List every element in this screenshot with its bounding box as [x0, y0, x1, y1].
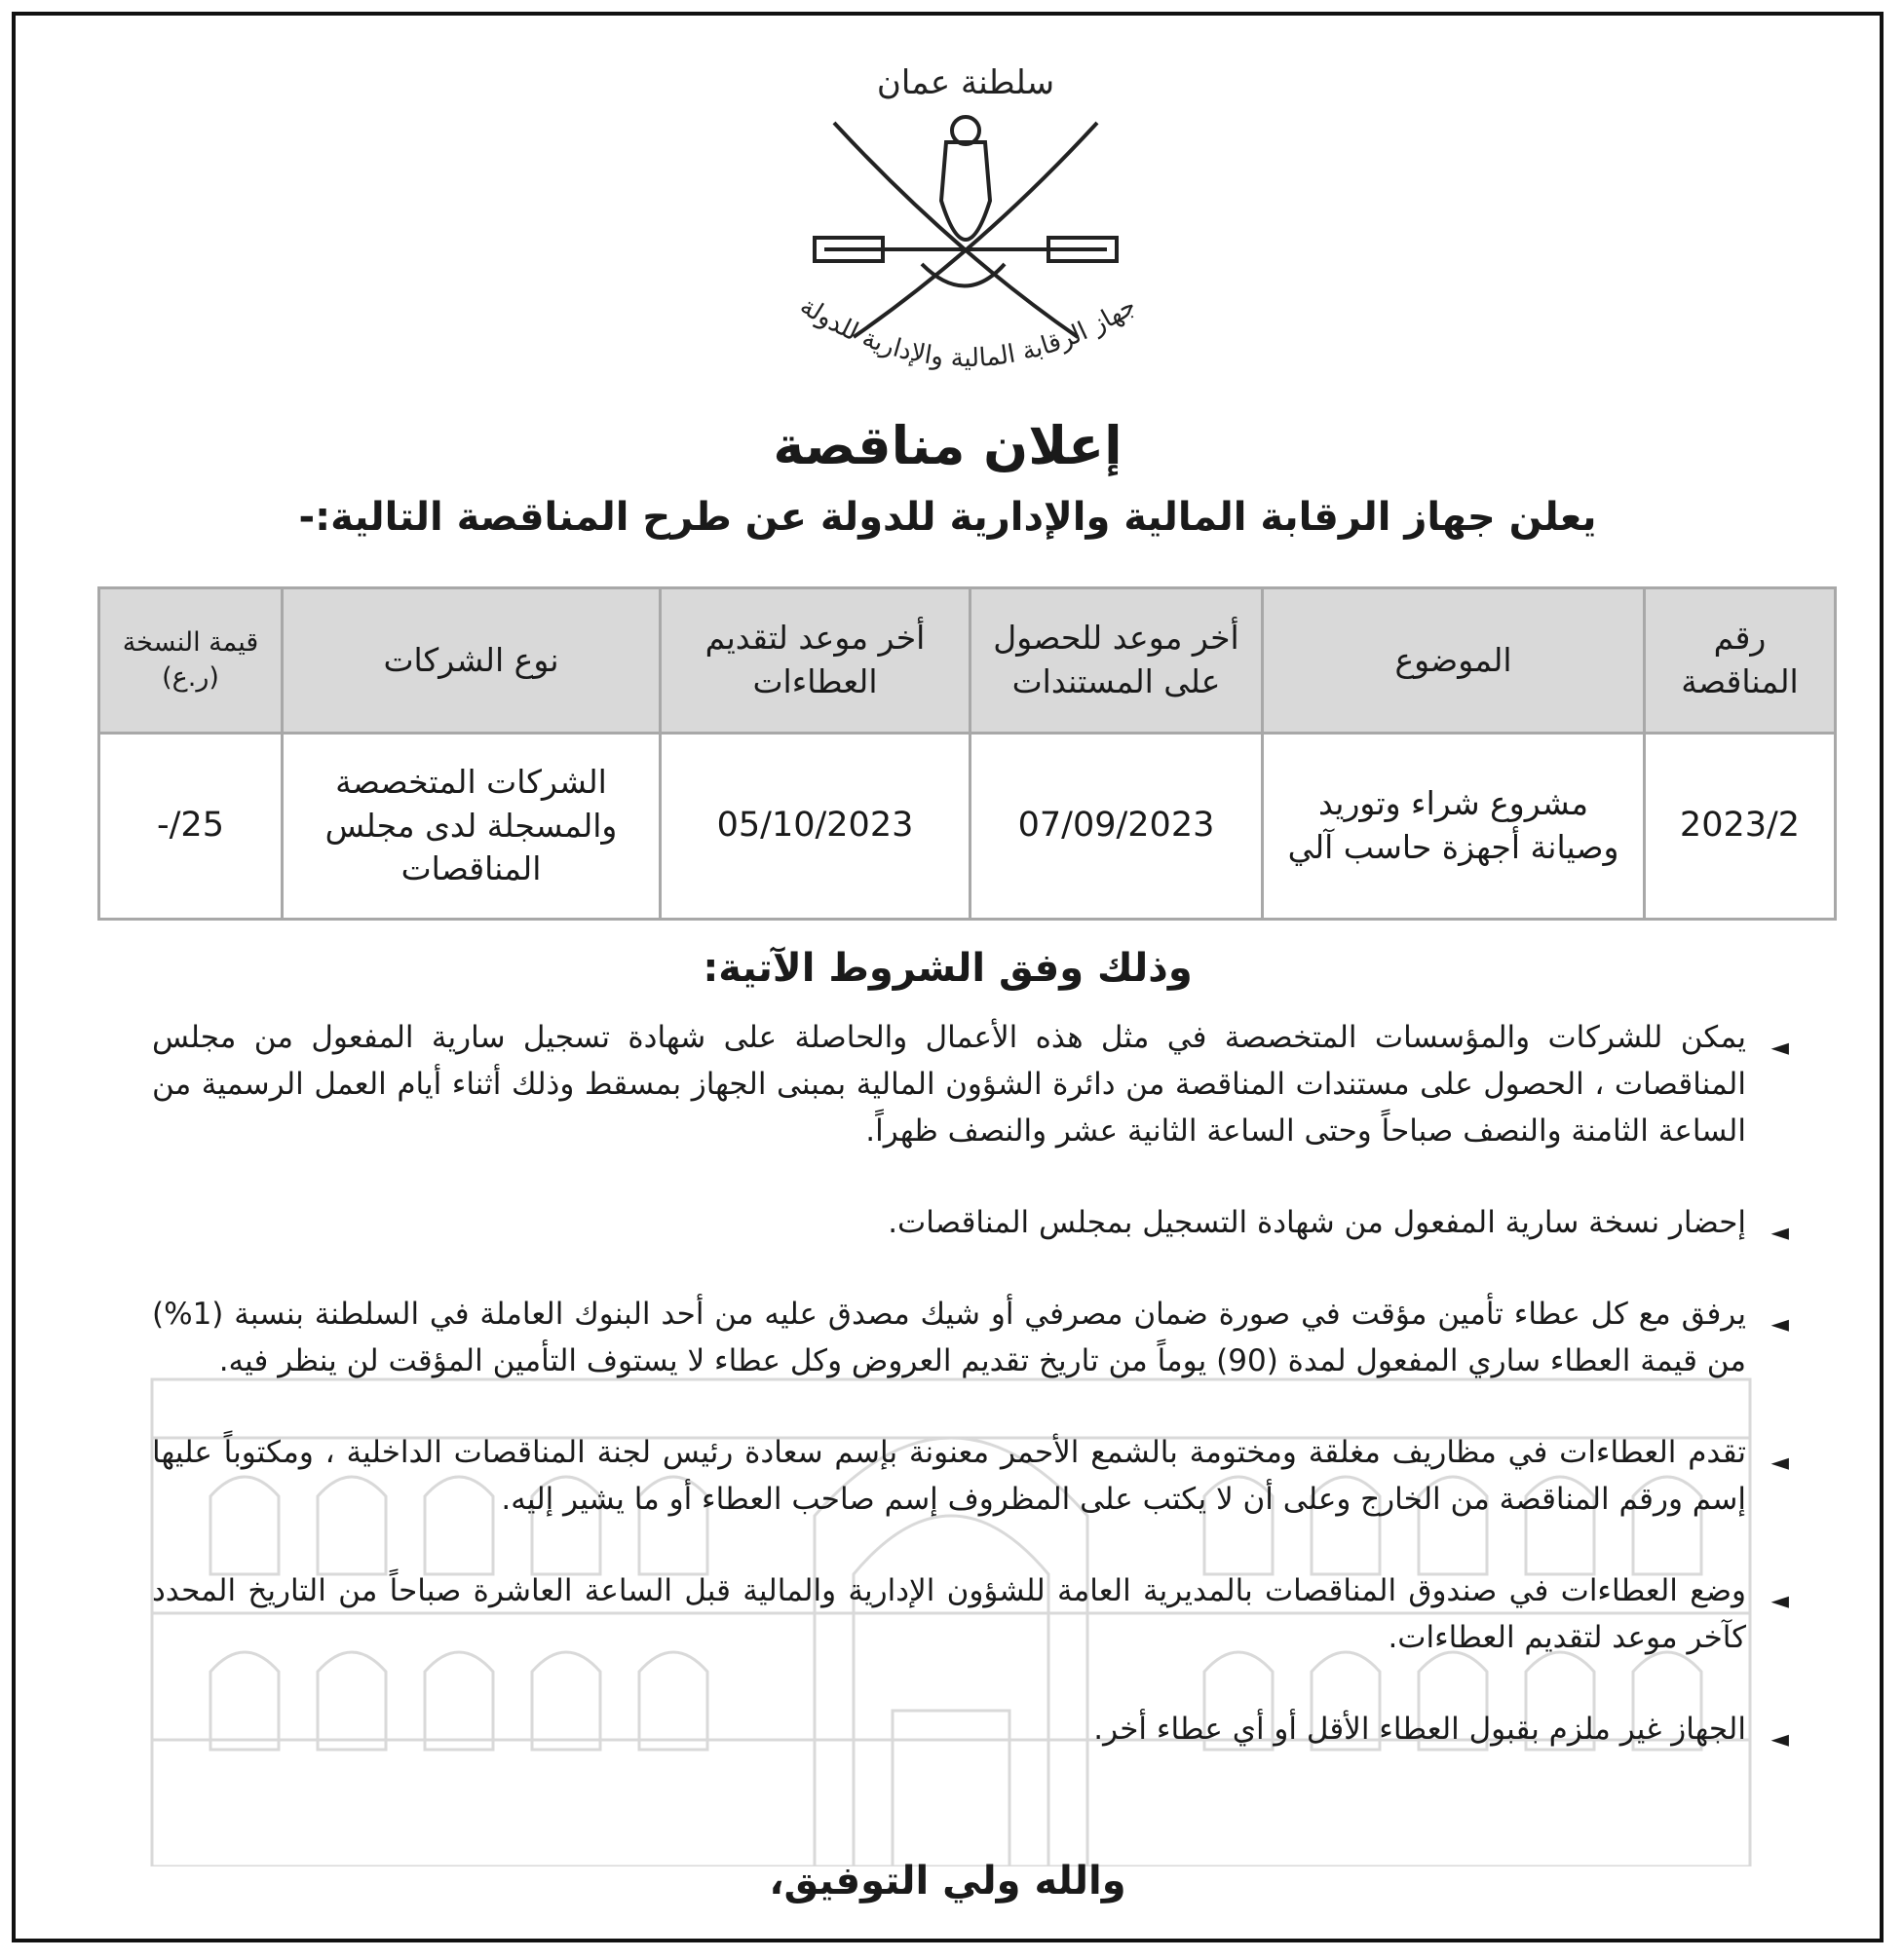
- announcement-page: [12, 12, 1884, 1942]
- header-subject: الموضوع: [1263, 588, 1645, 734]
- condition-item: ◄ وضع العطاءات في صندوق المناقصات بالمديرية العامة للشؤون الإدارية والمالية قبل الساعة العاشرة صباحاً من التاريخ المحدد كآخر موعد لتقديم العطاءات.: [152, 1573, 1789, 1655]
- bullet-arrow-icon: ◄: [1770, 1034, 1789, 1061]
- header-submission-deadline: أخر موعد لتقديم العطاءات: [661, 588, 971, 734]
- bullet-arrow-icon: ◄: [1770, 1310, 1789, 1338]
- cell-copy-fee: -/25: [99, 734, 283, 920]
- conditions-list: [152, 1014, 1789, 1797]
- header-company-type: نوع الشركات: [283, 588, 661, 734]
- bullet-arrow-icon: ◄: [1770, 1725, 1789, 1753]
- cell-documents-deadline: 07/09/2023: [971, 734, 1263, 920]
- emblem-top-text: سلطنة عمان: [876, 63, 1055, 102]
- bullet-arrow-icon: ◄: [1770, 1219, 1789, 1246]
- bullet-arrow-icon: ◄: [1770, 1449, 1789, 1476]
- emblem-bottom-text: جهاز الرقابة المالية والإدارية للدولة: [794, 290, 1142, 374]
- table-header-row: [99, 588, 1836, 734]
- cell-submission-deadline: 05/10/2023: [661, 734, 971, 920]
- header-tender-number: رقم المناقصة: [1645, 588, 1836, 734]
- conditions-heading: وذلك وفق الشروط الآتية:: [703, 946, 1193, 991]
- cell-subject: مشروع شراء وتوريد وصيانة أجهزة حاسب آلي: [1263, 734, 1645, 920]
- condition-item: ◄ يرفق مع كل عطاء تأمين مؤقت في صورة ضمان مصرفي أو شيك مصدق عليه من أحد البنوك العاملة في السلطنة بنسبة (1%) من قيمة العطاء ساري المفعول لمدة (90) يوماً من تاريخ تقديم العروض وكل عطاء لا يستوف التأمين المؤقت لن ينظر فيه.: [152, 1297, 1789, 1378]
- closing-text: والله ولي التوفيق،: [769, 1859, 1126, 1903]
- tender-table: [97, 586, 1837, 921]
- condition-item: ◄ الجهاز غير ملزم بقبول العطاء الأقل أو أي عطاء أخر.: [152, 1706, 1789, 1753]
- condition-item: ◄ يمكن للشركات والمؤسسات المتخصصة في مثل هذه الأعمال والحاصلة على شهادة تسجيل سارية المفعول من مجلس المناقصات ، الحصول على مستندات المناقصة من دائرة الشؤون المالية بمبنى الجهاز بمسقط وذلك أثناء أيام العمل الرسمية من الساعة الثامنة والنصف صباحاً وحتى الساعة الثانية عشر والنصف ظهراً.: [152, 1020, 1789, 1149]
- oman-emblem-logo: [756, 55, 1175, 405]
- page-subtitle: يعلن جهاز الرقابة المالية والإدارية للدولة عن طرح المناقصة التالية:-: [298, 495, 1597, 540]
- cell-company-type: الشركات المتخصصة والمسجلة لدى مجلس المناقصات: [283, 734, 661, 920]
- cell-tender-number: 2023/2: [1645, 734, 1836, 920]
- page-title: إعلان مناقصة: [773, 415, 1123, 476]
- header-copy-fee: قيمة النسخة (ر.ع): [99, 588, 283, 734]
- condition-item: ◄ إحضار نسخة سارية المفعول من شهادة التسجيل بمجلس المناقصات.: [152, 1199, 1789, 1246]
- bullet-arrow-icon: ◄: [1770, 1587, 1789, 1614]
- table-row: [99, 734, 1836, 920]
- condition-item: ◄ تقدم العطاءات في مظاريف مغلقة ومختومة بالشمع الأحمر معنونة بإسم سعادة رئيس لجنة المناقصات الداخلية ، ومكتوباً عليها إسم ورقم المناقصة من الخارج وعلى أن لا يكتب على المظروف إسم صاحب العطاء أو ما يشير إليه.: [152, 1435, 1789, 1517]
- header-documents-deadline: أخر موعد للحصول على المستندات: [971, 588, 1263, 734]
